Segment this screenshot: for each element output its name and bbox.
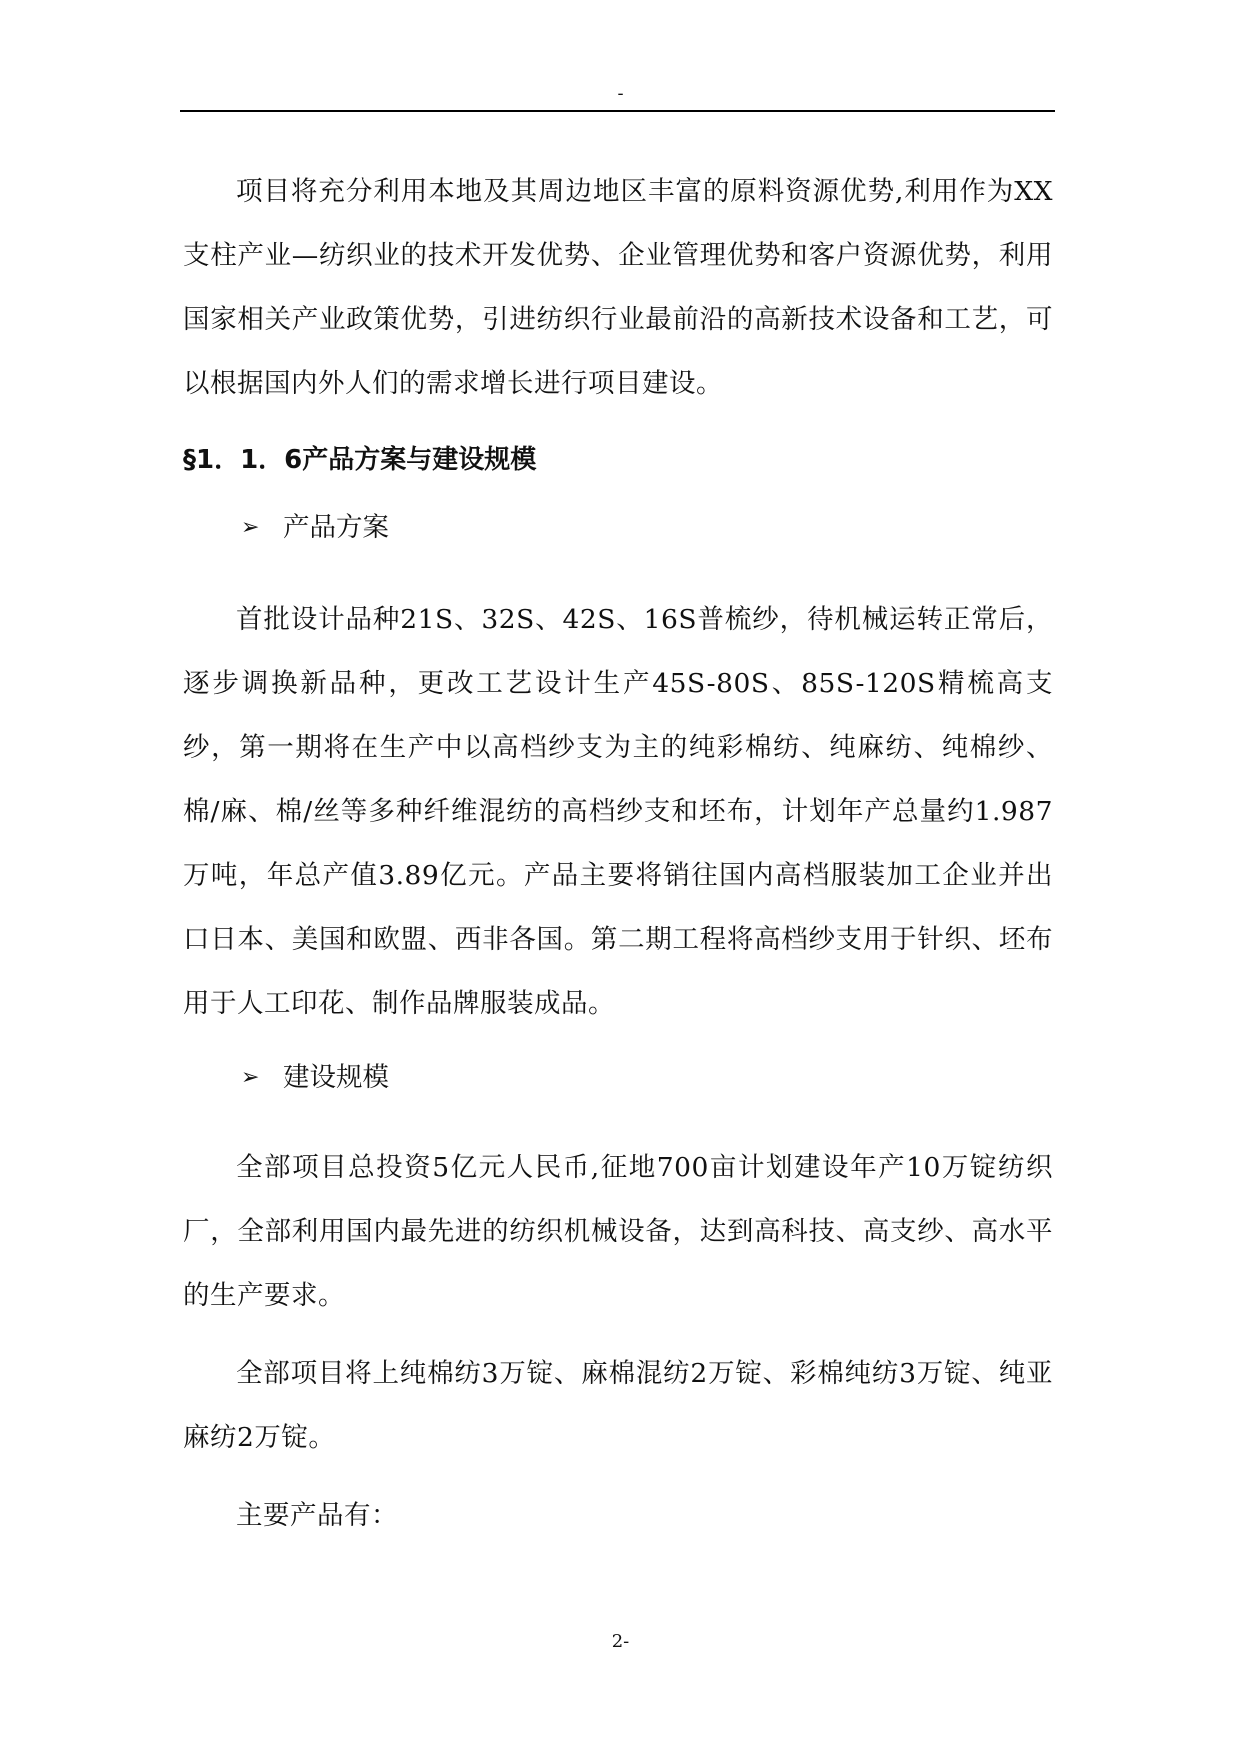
header-rule xyxy=(180,110,1055,112)
paragraph-investment: 全部项目总投资5亿元人民币,征地700亩计划建设年产10万锭纺织厂，全部利用国内最先进的纺织机械设备，达到高科技、高支纱、高水平的生产要求。 xyxy=(183,1152,1053,1311)
paragraph-project-advantages: 项目将充分利用本地及其周边地区丰富的原料资源优势,利用作为XX支柱产业—纺织业的技术开发优势、企业管理优势和客户资源优势，利用国家相关产业政策优势，引进纺织行业最前沿的高新技术设备和工艺，可以根据国内外人们的需求增长进行项目建设。 xyxy=(183,176,1053,399)
bullet-product-plan xyxy=(183,508,1053,548)
bullet-label: 产品方案 xyxy=(283,512,389,543)
document-body xyxy=(183,160,1053,1548)
bullet-label: 建设规模 xyxy=(283,1062,389,1093)
paragraph-spindles: 全部项目将上纯棉纺3万锭、麻棉混纺2万锭、彩棉纯纺3万锭、纯亚麻纺2万锭。 xyxy=(183,1358,1053,1453)
page-number: 2- xyxy=(611,1631,630,1652)
header-mark: - xyxy=(617,83,624,104)
arrow-bullet-icon: ➢ xyxy=(241,1065,260,1090)
bullet-construction-scale xyxy=(183,1058,1053,1098)
section-heading: §1．1．6产品方案与建设规模 xyxy=(183,445,537,475)
arrow-bullet-icon: ➢ xyxy=(241,515,260,540)
paragraph-main-products: 主要产品有： xyxy=(236,1500,398,1531)
paragraph-product-plan: 首批设计品种21S、32S、42S、16S普梳纱，待机械运转正常后，逐步调换新品种，更改工艺设计生产45S-80S、85S-120S精梳高支纱，第一期将在生产中以高档纱支为主的纯彩棉纺、纯麻纺、纯棉纱、棉/麻、棉/丝等多种纤维混纺的高档纱支和坯布，计划年产总量约1.987万吨，年总产值3.89亿元。产品主要将销往国内高档服装加工企业并出口日本、美国和欧盟、西非各国。第二期工程将高档纱支用于针织、坯布用于人工印花、制作品牌服装成品。 xyxy=(183,604,1053,1019)
